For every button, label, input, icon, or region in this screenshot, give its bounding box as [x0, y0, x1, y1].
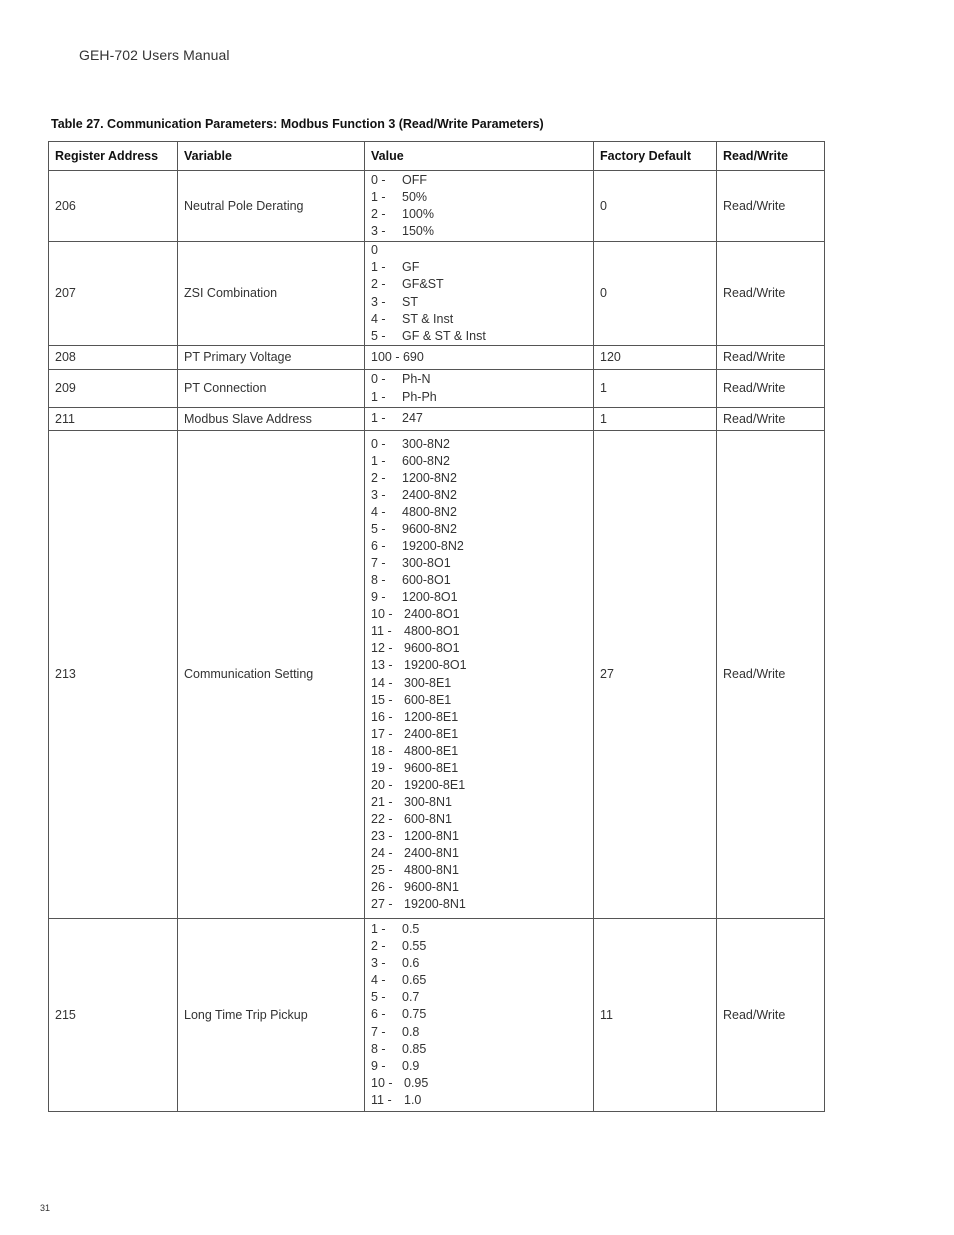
value-option: [371, 259, 587, 276]
value-option: [371, 777, 587, 794]
factory-default-cell: 11: [594, 919, 717, 1112]
value-option: [371, 709, 587, 726]
column-header-variable: Variable: [178, 142, 365, 171]
value-option: [371, 828, 587, 845]
value-option-label: 300-8E1: [404, 675, 452, 690]
value-cell: [365, 171, 594, 242]
value-option-code: 4 -: [371, 311, 386, 326]
value-option-label: 300-8N1: [404, 794, 452, 809]
register-address-cell: 213: [49, 431, 178, 919]
value-option-code: 2 -: [371, 470, 386, 485]
value-cell: [365, 431, 594, 919]
value-option-code: 1 -: [371, 453, 386, 468]
value-option-label: 0.75: [402, 1007, 427, 1022]
variable-cell: Modbus Slave Address: [178, 408, 365, 431]
value-option: [371, 1075, 587, 1092]
value-option-label: GF: [402, 260, 420, 275]
register-address-cell: 209: [49, 370, 178, 408]
page-number: 31: [40, 1203, 51, 1213]
value-option-label: 9600-8O1: [404, 641, 460, 656]
value-option-label: 50%: [402, 189, 428, 204]
value-option-label: 0.6: [402, 956, 420, 971]
value-option: [371, 487, 587, 504]
value-option-code: 25 -: [371, 863, 393, 878]
read-write-cell: Read/Write: [717, 242, 825, 346]
value-option-code: 3 -: [371, 224, 386, 239]
value-option-label: ST: [402, 294, 418, 309]
value-option: [371, 794, 587, 811]
value-option: [371, 371, 587, 388]
value-option: [371, 1006, 587, 1023]
value-option-label: GF & ST & Inst: [402, 328, 486, 343]
value-option: [371, 845, 587, 862]
value-option-label: 600-8O1: [402, 573, 451, 588]
value-option: [371, 862, 587, 879]
value-option: [371, 538, 587, 555]
value-option-code: 2 -: [371, 207, 386, 221]
value-option: [371, 743, 587, 760]
value-option: [371, 972, 587, 989]
value-option-label: OFF: [402, 172, 427, 187]
value-option: [371, 760, 587, 777]
variable-cell: Long Time Trip Pickup: [178, 919, 365, 1112]
value-option: [371, 572, 587, 589]
value-cell: [365, 408, 594, 431]
value-option-code: 5 -: [371, 522, 386, 537]
value-option-code: 14 -: [371, 675, 393, 690]
value-option: [371, 276, 587, 293]
value-option-label: 19200-8O1: [404, 658, 467, 673]
value-option-label: 1200-8N2: [402, 470, 457, 485]
value-option: [371, 242, 587, 259]
value-option-label: Ph-Ph: [402, 389, 437, 404]
value-option-code: 12 -: [371, 641, 393, 656]
factory-default-cell: 1: [594, 408, 717, 431]
value-option-label: 19200-8N2: [402, 539, 464, 554]
value-option-label: GF&ST: [402, 277, 444, 292]
value-option: [371, 504, 587, 521]
value-option: [371, 436, 587, 453]
factory-default-cell: 1: [594, 370, 717, 408]
column-header-factory-default: Factory Default: [594, 142, 717, 171]
value-option: [371, 453, 587, 470]
value-option-code: 0 -: [371, 372, 386, 387]
value-option-code: 9 -: [371, 1058, 386, 1073]
value-option-code: 2 -: [371, 277, 386, 292]
read-write-cell: Read/Write: [717, 408, 825, 431]
value-option: [371, 470, 587, 487]
value-option-label: 9600-8N1: [404, 880, 459, 895]
value-option-code: 9 -: [371, 590, 386, 605]
value-option-code: 19 -: [371, 760, 393, 775]
value-option: [371, 879, 587, 896]
value-option-label: 1200-8O1: [402, 590, 458, 605]
variable-cell: PT Primary Voltage: [178, 346, 365, 370]
column-header-register-address: Register Address: [49, 142, 178, 171]
value-option: [371, 692, 587, 709]
value-option: [371, 938, 587, 955]
value-option-label: 2400-8N2: [402, 487, 457, 502]
value-option: [371, 521, 587, 538]
value-option: [371, 1092, 587, 1109]
value-option-code: 1 -: [371, 411, 386, 426]
value-option-label: 9600-8N2: [402, 522, 457, 537]
value-option-code: 15 -: [371, 692, 393, 707]
value-option-code: 24 -: [371, 845, 393, 860]
value-option: [371, 657, 587, 674]
value-option-label: 9600-8E1: [404, 760, 459, 775]
table-row: [49, 242, 825, 346]
value-option-label: 0.95: [404, 1075, 429, 1090]
read-write-cell: Read/Write: [717, 346, 825, 370]
register-address-cell: 208: [49, 346, 178, 370]
value-option: [371, 349, 587, 366]
value-cell: [365, 242, 594, 346]
value-option: [371, 1058, 587, 1075]
value-option-label: 1.0: [404, 1092, 422, 1107]
value-option-code: 22 -: [371, 811, 393, 826]
value-option-label: 600-8N1: [404, 811, 452, 826]
register-address-cell: 211: [49, 408, 178, 431]
value-option-label: 19200-8N1: [404, 897, 466, 912]
value-option-code: 3 -: [371, 956, 386, 971]
value-option: [371, 311, 587, 328]
value-option-label: 0.85: [402, 1041, 427, 1056]
value-option-code: 13 -: [371, 658, 393, 673]
value-option-label: 600-8N2: [402, 453, 450, 468]
value-option: [371, 1024, 587, 1041]
value-option-label: 100%: [402, 207, 434, 221]
variable-cell: PT Connection: [178, 370, 365, 408]
value-option-code: 1 -: [371, 922, 386, 937]
read-write-cell: Read/Write: [717, 919, 825, 1112]
table-caption: Table 27. Communication Parameters: Modbus Function 3 (Read/Write Parameters): [51, 117, 544, 131]
read-write-cell: Read/Write: [717, 370, 825, 408]
value-option: [371, 223, 587, 240]
value-option-code: 1 -: [371, 260, 386, 275]
value-option-label: 0.5: [402, 922, 420, 937]
value-option-code: 11 -: [371, 1092, 392, 1107]
column-header-value: Value: [365, 142, 594, 171]
value-option: [371, 555, 587, 572]
value-option-code: 20 -: [371, 777, 393, 792]
value-option-code: 21 -: [371, 794, 393, 809]
value-option-code: 27 -: [371, 897, 393, 912]
value-option-label: 0.65: [402, 973, 427, 988]
value-option: [371, 955, 587, 972]
value-option-code: 17 -: [371, 726, 393, 741]
table-row: [49, 431, 825, 919]
register-address-cell: 207: [49, 242, 178, 346]
value-option-code: 1 -: [371, 189, 386, 204]
value-option-code: 3 -: [371, 487, 386, 502]
value-option-code: 0 -: [371, 436, 386, 451]
value-option: [371, 726, 587, 743]
value-option-label: 247: [402, 411, 423, 426]
manual-title: GEH-702 Users Manual: [79, 47, 230, 63]
value-option: [371, 206, 587, 223]
variable-cell: Communication Setting: [178, 431, 365, 919]
value-option-code: 0: [371, 243, 378, 258]
table-row: [49, 171, 825, 242]
value-option: [371, 589, 587, 606]
variable-cell: Neutral Pole Derating: [178, 171, 365, 242]
value-option-code: 7 -: [371, 556, 386, 571]
value-option: [371, 811, 587, 828]
factory-default-cell: 120: [594, 346, 717, 370]
value-option: [371, 623, 587, 640]
value-option-code: 2 -: [371, 939, 386, 954]
read-write-cell: Read/Write: [717, 431, 825, 919]
factory-default-cell: 0: [594, 242, 717, 346]
register-address-cell: 206: [49, 171, 178, 242]
value-option-label: 2400-8E1: [404, 726, 459, 741]
value-option-label: 4800-8O1: [404, 624, 460, 639]
value-option: [371, 389, 587, 406]
value-cell: [365, 370, 594, 408]
value-option-label: 300-8N2: [402, 436, 450, 451]
value-option-code: 1 -: [371, 389, 386, 404]
value-option-label: 1200-8E1: [404, 709, 459, 724]
value-option-label: 4800-8E1: [404, 743, 459, 758]
column-header-read-write: Read/Write: [717, 142, 825, 171]
value-option-code: 3 -: [371, 294, 386, 309]
value-option-code: 4 -: [371, 505, 386, 520]
value-option-label: 300-8O1: [402, 556, 451, 571]
value-option: [371, 410, 587, 427]
factory-default-cell: 27: [594, 431, 717, 919]
value-option-code: 18 -: [371, 743, 393, 758]
communication-parameters-table: [48, 141, 825, 1112]
value-option-code: 16 -: [371, 709, 393, 724]
variable-cell: ZSI Combination: [178, 242, 365, 346]
value-option: [371, 294, 587, 311]
read-write-cell: Read/Write: [717, 171, 825, 242]
value-option: [371, 1041, 587, 1058]
factory-default-cell: 0: [594, 171, 717, 242]
value-option-label: 0.7: [402, 990, 420, 1005]
value-option-code: 0 -: [371, 172, 386, 187]
value-option-code: 5 -: [371, 990, 386, 1005]
value-option: [371, 896, 587, 913]
value-option-label: 2400-8N1: [404, 845, 459, 860]
value-option-code: 8 -: [371, 1041, 386, 1056]
value-option-label: ST & Inst: [402, 311, 454, 326]
value-option-code: 7 -: [371, 1024, 386, 1039]
value-option-label: 19200-8E1: [404, 777, 466, 792]
value-option-label: 0.9: [402, 1058, 420, 1073]
value-option-code: 5 -: [371, 328, 386, 343]
value-cell: [365, 919, 594, 1112]
value-option-label: 4800-8N1: [404, 863, 459, 878]
value-option-label: Ph-N: [402, 372, 431, 387]
value-option: [371, 921, 587, 938]
table-row: [49, 919, 825, 1112]
value-option-code: 8 -: [371, 573, 386, 588]
value-option-code: 11 -: [371, 624, 392, 639]
value-option: [371, 606, 587, 623]
value-option-label: 150%: [402, 224, 434, 239]
value-option-label: 600-8E1: [404, 692, 452, 707]
value-option-label: 0.8: [402, 1024, 420, 1039]
value-option-code: 6 -: [371, 1007, 386, 1022]
value-option-code: 23 -: [371, 828, 393, 843]
value-option-label: 0.55: [402, 939, 427, 954]
value-option-label: 4800-8N2: [402, 505, 457, 520]
value-option-code: 10 -: [371, 607, 393, 622]
value-option-code: 10 -: [371, 1075, 393, 1090]
value-option-code: 100 - 690: [371, 349, 424, 364]
value-option-code: 6 -: [371, 539, 386, 554]
value-option: [371, 675, 587, 692]
value-option-label: 2400-8O1: [404, 607, 460, 622]
value-option: [371, 328, 587, 345]
register-address-cell: 215: [49, 919, 178, 1112]
value-option: [371, 989, 587, 1006]
table-header-row: [49, 142, 825, 171]
value-option: [371, 640, 587, 657]
value-option-label: 1200-8N1: [404, 828, 459, 843]
value-option: [371, 189, 587, 206]
value-option: [371, 172, 587, 189]
value-option-code: 4 -: [371, 973, 386, 988]
table-row: [49, 346, 825, 370]
table-row: [49, 370, 825, 408]
table-row: [49, 408, 825, 431]
value-option-code: 26 -: [371, 880, 393, 895]
value-cell: [365, 346, 594, 370]
